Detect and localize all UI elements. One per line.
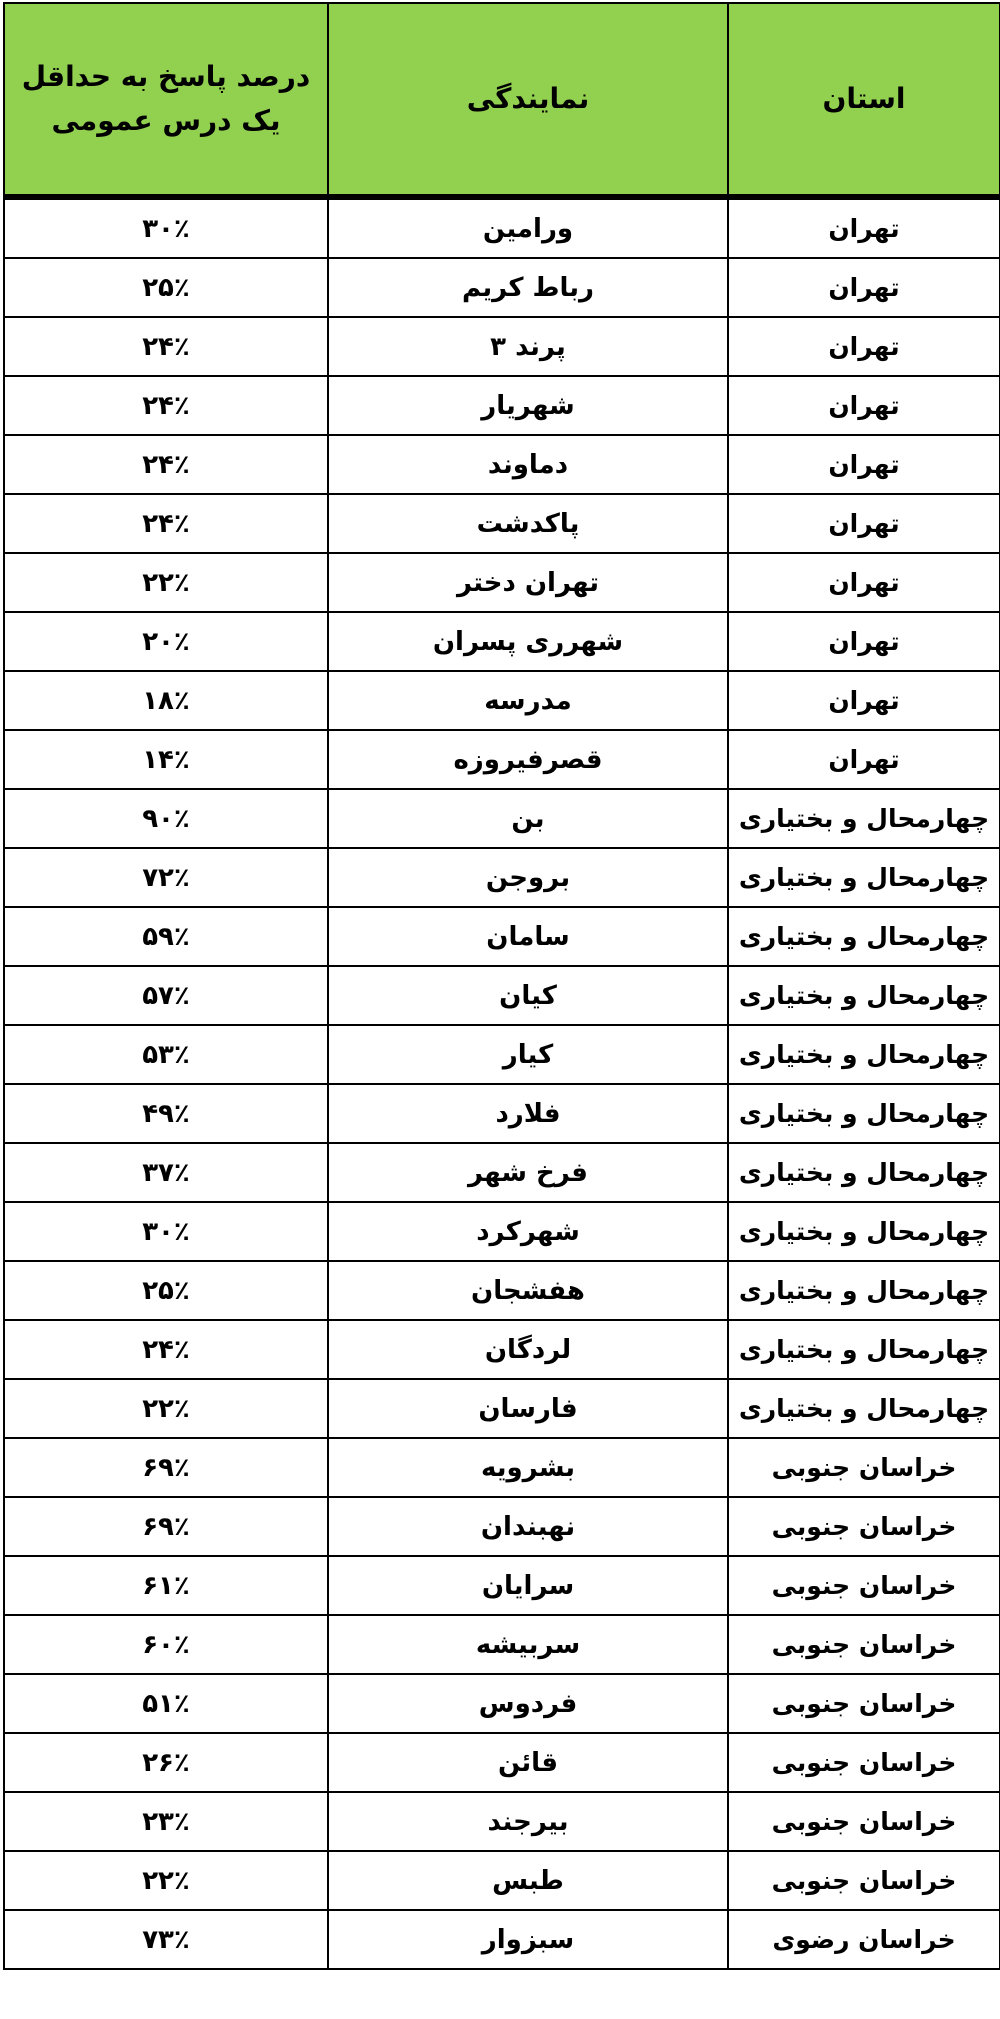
representative-cell: شهریار <box>328 376 728 435</box>
table-row <box>4 376 1000 435</box>
province-cell: خراسان جنوبی <box>728 1733 1000 1792</box>
percent-cell: ۲۰٪ <box>4 612 328 671</box>
province-cell: خراسان جنوبی <box>728 1792 1000 1851</box>
table-row <box>4 1202 1000 1261</box>
province-cell: چهارمحال و بختیاری <box>728 848 1000 907</box>
province-cell: چهارمحال و بختیاری <box>728 1320 1000 1379</box>
province-cell: چهارمحال و بختیاری <box>728 1261 1000 1320</box>
table-row <box>4 1556 1000 1615</box>
representative-cell: سامان <box>328 907 728 966</box>
table-row <box>4 1615 1000 1674</box>
percent-cell: ۲۴٪ <box>4 376 328 435</box>
table-row <box>4 730 1000 789</box>
percent-cell: ۲۵٪ <box>4 1261 328 1320</box>
percent-cell: ۶۹٪ <box>4 1497 328 1556</box>
representative-cell: نهبندان <box>328 1497 728 1556</box>
province-cell: خراسان جنوبی <box>728 1497 1000 1556</box>
percent-cell: ۶۹٪ <box>4 1438 328 1497</box>
percent-cell: ۹۰٪ <box>4 789 328 848</box>
table-row <box>4 258 1000 317</box>
province-cell: چهارمحال و بختیاری <box>728 1143 1000 1202</box>
representative-cell: بروجن <box>328 848 728 907</box>
representative-cell: ورامین <box>328 197 728 258</box>
percent-cell: ۲۲٪ <box>4 553 328 612</box>
table-row <box>4 671 1000 730</box>
representative-cell: لردگان <box>328 1320 728 1379</box>
province-cell: خراسان رضوی <box>728 1910 1000 1969</box>
representative-cell: قائن <box>328 1733 728 1792</box>
representative-cell: تهران دختر <box>328 553 728 612</box>
percent-cell: ۳۰٪ <box>4 197 328 258</box>
representative-cell: هفشجان <box>328 1261 728 1320</box>
percent-cell: ۱۸٪ <box>4 671 328 730</box>
table-row <box>4 848 1000 907</box>
header-row <box>4 3 1000 197</box>
representative-cell: رباط کریم <box>328 258 728 317</box>
percent-cell: ۲۴٪ <box>4 317 328 376</box>
percent-cell: ۲۲٪ <box>4 1379 328 1438</box>
representative-cell: سرایان <box>328 1556 728 1615</box>
percent-cell: ۶۱٪ <box>4 1556 328 1615</box>
province-cell: خراسان جنوبی <box>728 1615 1000 1674</box>
table-body <box>4 197 1000 1969</box>
percent-cell: ۲۲٪ <box>4 1851 328 1910</box>
table-row <box>4 1084 1000 1143</box>
representative-cell: سبزوار <box>328 1910 728 1969</box>
table-row <box>4 1910 1000 1969</box>
representative-cell: فارسان <box>328 1379 728 1438</box>
percent-cell: ۲۴٪ <box>4 494 328 553</box>
table-row <box>4 1497 1000 1556</box>
table-row <box>4 1261 1000 1320</box>
representative-column-header: نمایندگی <box>328 3 728 197</box>
province-cell: چهارمحال و بختیاری <box>728 1379 1000 1438</box>
province-cell: چهارمحال و بختیاری <box>728 907 1000 966</box>
representative-cell: بشرویه <box>328 1438 728 1497</box>
representative-cell: طبس <box>328 1851 728 1910</box>
table-row <box>4 1851 1000 1910</box>
percent-cell: ۲۶٪ <box>4 1733 328 1792</box>
table-row <box>4 553 1000 612</box>
percent-cell: ۵۷٪ <box>4 966 328 1025</box>
province-cell: تهران <box>728 435 1000 494</box>
province-cell: چهارمحال و بختیاری <box>728 1202 1000 1261</box>
province-cell: چهارمحال و بختیاری <box>728 966 1000 1025</box>
representative-cell: شهرکرد <box>328 1202 728 1261</box>
table-row <box>4 1143 1000 1202</box>
province-cell: تهران <box>728 258 1000 317</box>
representative-cell: پاکدشت <box>328 494 728 553</box>
province-cell: خراسان جنوبی <box>728 1851 1000 1910</box>
percent-cell: ۷۲٪ <box>4 848 328 907</box>
percent-cell: ۳۷٪ <box>4 1143 328 1202</box>
representative-cell: قصرفیروزه <box>328 730 728 789</box>
province-cell: خراسان جنوبی <box>728 1438 1000 1497</box>
percent-cell: ۵۳٪ <box>4 1025 328 1084</box>
percent-cell: ۴۹٪ <box>4 1084 328 1143</box>
percent-cell: ۳۰٪ <box>4 1202 328 1261</box>
representative-cell: سربیشه <box>328 1615 728 1674</box>
table-row <box>4 1379 1000 1438</box>
representative-cell: پرند ۳ <box>328 317 728 376</box>
representative-cell: کیان <box>328 966 728 1025</box>
table-row <box>4 1025 1000 1084</box>
province-cell: تهران <box>728 671 1000 730</box>
table-row <box>4 1792 1000 1851</box>
percent-cell: ۵۱٪ <box>4 1674 328 1733</box>
percent-cell: ۲۴٪ <box>4 1320 328 1379</box>
table-row <box>4 1674 1000 1733</box>
representative-cell: فلارد <box>328 1084 728 1143</box>
representative-cell: شهرری پسران <box>328 612 728 671</box>
percent-cell: ۱۴٪ <box>4 730 328 789</box>
representative-cell: بیرجند <box>328 1792 728 1851</box>
representative-cell: فرخ شهر <box>328 1143 728 1202</box>
table-row <box>4 494 1000 553</box>
table-row <box>4 1438 1000 1497</box>
table-row <box>4 789 1000 848</box>
percent-cell: ۲۵٪ <box>4 258 328 317</box>
table-row <box>4 1320 1000 1379</box>
table-row <box>4 966 1000 1025</box>
province-cell: خراسان جنوبی <box>728 1556 1000 1615</box>
representative-cell: مدرسه <box>328 671 728 730</box>
table-row <box>4 907 1000 966</box>
data-table <box>3 2 1000 1970</box>
province-cell: تهران <box>728 376 1000 435</box>
province-cell: خراسان جنوبی <box>728 1674 1000 1733</box>
province-cell: چهارمحال و بختیاری <box>728 1025 1000 1084</box>
province-cell: تهران <box>728 730 1000 789</box>
representative-cell: دماوند <box>328 435 728 494</box>
province-cell: تهران <box>728 494 1000 553</box>
percent-cell: ۲۴٪ <box>4 435 328 494</box>
province-cell: تهران <box>728 612 1000 671</box>
percent-cell: ۶۰٪ <box>4 1615 328 1674</box>
province-column-header: استان <box>728 3 1000 197</box>
percent-cell: ۲۳٪ <box>4 1792 328 1851</box>
table-row <box>4 612 1000 671</box>
province-cell: تهران <box>728 553 1000 612</box>
table-row <box>4 317 1000 376</box>
province-cell: تهران <box>728 317 1000 376</box>
province-cell: چهارمحال و بختیاری <box>728 789 1000 848</box>
province-cell: تهران <box>728 197 1000 258</box>
representative-cell: فردوس <box>328 1674 728 1733</box>
percent-column-header: درصد پاسخ به حداقل یک درس عمومی <box>4 3 328 197</box>
table-row <box>4 1733 1000 1792</box>
percent-cell: ۷۳٪ <box>4 1910 328 1969</box>
representative-cell: کیار <box>328 1025 728 1084</box>
table-header <box>4 3 1000 197</box>
table-row <box>4 197 1000 258</box>
table-row <box>4 435 1000 494</box>
province-cell: چهارمحال و بختیاری <box>728 1084 1000 1143</box>
percent-cell: ۵۹٪ <box>4 907 328 966</box>
representative-cell: بن <box>328 789 728 848</box>
